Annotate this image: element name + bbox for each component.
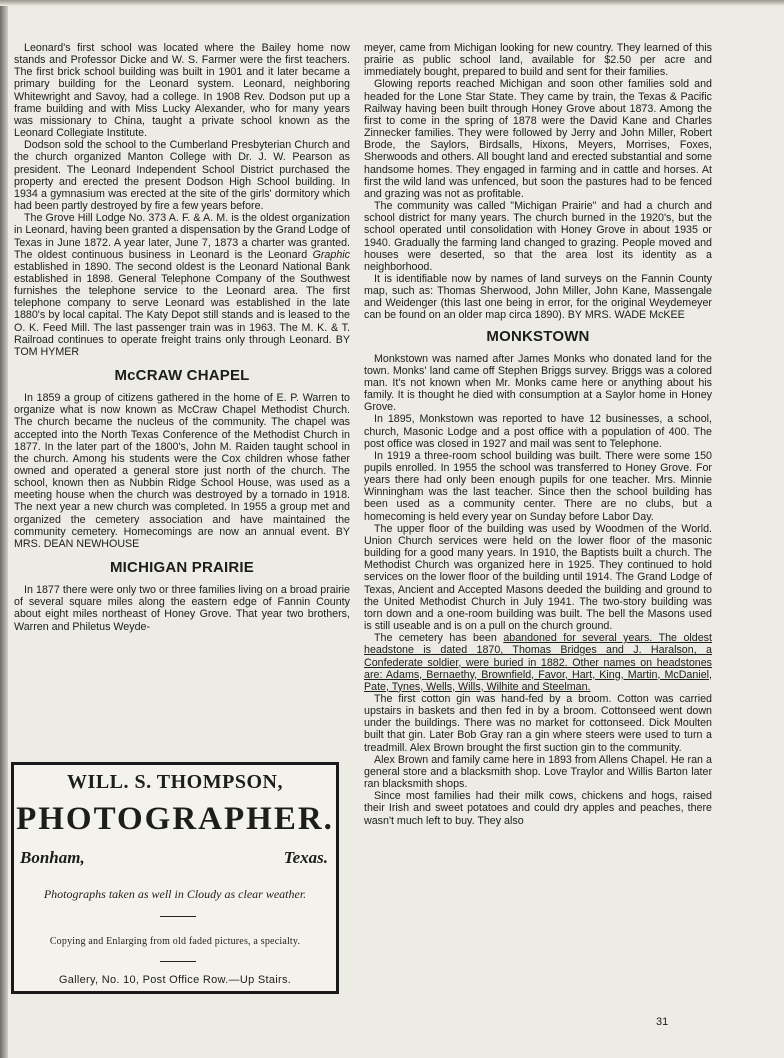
paragraph: meyer, came from Michigan looking for new country. They learned of this prairie as public school land, available for $2.50 per acre and immediately bought, prepared to build and sent for their families.: [364, 42, 712, 79]
ad-divider: [160, 916, 196, 917]
ad-photographer-name: WILL. S. THOMPSON,: [67, 771, 283, 793]
page-edge-shadow: [0, 0, 8, 1058]
paragraph: Monkstown was named after James Monks who donated land for the town. Monks' land came off Stephen Briggs survey. Briggs was a colored man. It's not known when Mr. Monks came here or anything about his family. It is thought he died with consumption at a Saylor home in Honey Grove.: [364, 352, 712, 414]
paragraph: The upper floor of the building was used by Woodmen of the World. Union Church services were held on the lower floor of the masonic building for a good many years. In 1910, the Baptists built a church. The Methodist Church was organized here in 1925. They continued to hold services on the lower floor of the building until 1914. The Grand Lodge of Texas, Ancient and Accepted Masons deeded the building and ground to the United Methodist Church in July 1941. The two-story building was torn down and a one-room building was built. The bell the Masons used is still useable and is on a pull on the church ground.: [364, 522, 712, 633]
section-heading-monkstown: MONKSTOWN: [486, 327, 590, 345]
paragraph: In 1895, Monkstown was reported to have 12 businesses, a school, church, Masonic Lodge and a post office with a population of 400. The post office was closed in 1927 and mail was sent to Telephone.: [364, 413, 712, 450]
ad-divider: [160, 961, 196, 962]
paragraph: Glowing reports reached Michigan and soon other families sold and headed for the Lone Star State. They came by train, the Texas & Pacific Railway having been built through Honey Grove about 1873. Among the first to come in the spring of 1878 were the David Kane and Charles Zinnecker families. They were followed by Jerry and John Miller, Robert Brode, the Saylors, Birdsalls, Hixons, Meyers, Morrises, Foxes, Sherwoods and others. All bought land and erected substantial and some handsome homes. They engaged in farming and in cattle and horses. At first the wild land was unfenced, but soon the pastures had to be fenced and grazing was not as profitable.: [364, 78, 712, 200]
paragraph: The first cotton gin was hand-fed by a broom. Cotton was carried upstairs in baskets and then fed in by a broom. Cottonseed went down under the buildings. There was no market for cottonseed. Dick Moulten built that gin. Later Bob Gray ran a gin where steers were used to turn a treadmill. Alex Brown brought the first suction gin to the community.: [364, 692, 712, 754]
paragraph-text: The Grove Hill Lodge No. 373 A. F. & A. M. is the oldest organization in Leonard, having been granted a dispensation by the Grand Lodge of Texas in June 1872. A year later, June 7, 1873 a charter was granted. The oldest continuous business in Leonard is the Leonard: [14, 212, 350, 261]
ad-state: Texas.: [283, 848, 328, 867]
paragraph-text: The cemetery has been: [374, 632, 504, 645]
ad-address-line: Gallery, No. 10, Post Office Row.—Up Stairs.: [58, 974, 292, 986]
paragraph-text: established in 1890. The second oldest is the Leonard National Bank established in 1898. General Telephone Company of the Southwest furnishes the telephone service to the Leonard area. The first telephone company to serve Leonard was established in the late 1880's by local capital. The Katy Depot still stands and is leased to the O. K. Feed Mill. The last passenger train was in 1963. The M. K. & T. Railroad continues to operate freight trains only through Leonard. BY TOM HYMER: [14, 260, 350, 358]
photographer-advertisement: [11, 762, 339, 994]
newspaper-name: Graphic: [312, 248, 350, 261]
paragraph: In 1877 there were only two or three families living on a broad prairie of several square miles along the eastern edge of Fannin County about eight miles northeast of Honey Grove. That year two brothers, Warren and Philetus Weyde-: [14, 584, 350, 633]
underlined-text: abandoned for several years. The oldest headstone is dated 1870, Thomas Bridges and J. Haralson, a Confederate soldier, were buried in 1882. Other names on headstones are: Adams, Bernaethy, Brownfield, Favor, Hart, King, Martin, McDaniel, Pate, Tynes, Wells, Wills, Wilhite and Steelman.: [364, 632, 712, 693]
paragraph: Dodson sold the school to the Cumberland Presbyterian Church and the church organized Manton College with Dr. J. W. Pearson as president. The Leonard Independent School District purchased the property and erected the present Dodson High School building. In 1934 a gymnasium was erected at the site of the girls' dormitory which had been partly destroyed by fire a few years before.: [14, 139, 350, 213]
paragraph: In 1919 a three-room school building was built. There were some 150 pupils enrolled. In 1955 the school was transferred to Honey Grove. For years there had only been enough pupils for one teacher. Mrs. Minnie Winningham was the last teacher. Since then the school building has been used as a community center. There are no clubs, but a homecoming is held every year on Sunday before Labor Day.: [364, 449, 712, 523]
paragraph: [14, 212, 350, 358]
right-column: [364, 42, 712, 827]
paragraph: Leonard's first school was located where the Bailey home now stands and Professor Dicke and W. S. Farmer were the first teachers. The first brick school building was built in 1901 and it later became a primary building for the Leonard system. Leonard, neighboring Whitewright and Savoy, had a college. In 1908 Rev. Dodson put up a frame building and with Miss Lucky Alexander, who for many years was missionary to China, taught a private school known as the Leonard Collegiate Institute.: [14, 42, 350, 140]
page-top-shadow: [0, 0, 784, 6]
section-heading-mccraw-chapel: McCRAW CHAPEL: [114, 367, 250, 385]
paragraph: Since most families had their milk cows, chickens and hogs, raised their Irish and sweet potatoes and could dry apples and peaches, there wasn't much left to buy. They also: [364, 790, 712, 827]
page-number: 31: [656, 1016, 669, 1028]
ad-title: PHOTOGRAPHER.: [16, 801, 334, 837]
paragraph: The community was called "Michigan Prairie" and had a church and school district for many years. The church burned in the 1920's, but the school operated until consolidation with Honey Grove in about 1935 or 1940. Gradually the farming land changed to grazing. People moved and houses were deserted, so that the area lost its identity as a neighborhood.: [364, 200, 712, 273]
section-heading-michigan-prairie: MICHIGAN PRAIRIE: [109, 559, 255, 577]
paragraph: [364, 632, 712, 693]
left-column: [14, 42, 350, 633]
ad-weather-line: Photographs taken as well in Cloudy as clear weather.: [43, 887, 307, 901]
paragraph: In 1859 a group of citizens gathered in the home of E. P. Warren to organize what is now known as McCraw Chapel Methodist Church. The church became the nucleus of the community. The chapel was accepted into the North Texas Conference of the Methodist Church in 1877. In the later part of the 1800's, John M. Raiden taught school in the church. Among his students were the Cox children whose father owned and operated a general store just north of the church. The school, known then as Nubbin Ridge School House, was used as a meeting house when the church was destroyed by a tornado in 1918. The next year a new church was completed. In 1955 a group met and organized the cemetery association and have maintained the community cemetery. Homecomings are now an annual event. BY MRS. DEAN NEWHOUSE: [14, 392, 350, 550]
paragraph: Alex Brown and family came here in 1893 from Allens Chapel. He ran a general store and a blacksmith shop. Love Traylor and Willis Barton later ran blacksmith shops.: [364, 753, 712, 791]
ad-city: Bonham,: [20, 848, 85, 867]
ad-specialty-line: Copying and Enlarging from old faded pictures, a specialty.: [49, 936, 301, 947]
paragraph: It is identifiable now by names of land surveys on the Fannin County map, such as: Thomas Sherwood, John Miller, John Kane, Massengale and Weidenger (this last one being in error, for the original Weydemeyer can be found on an older map circa 1890). BY MRS. WADE McKEE: [364, 272, 712, 322]
